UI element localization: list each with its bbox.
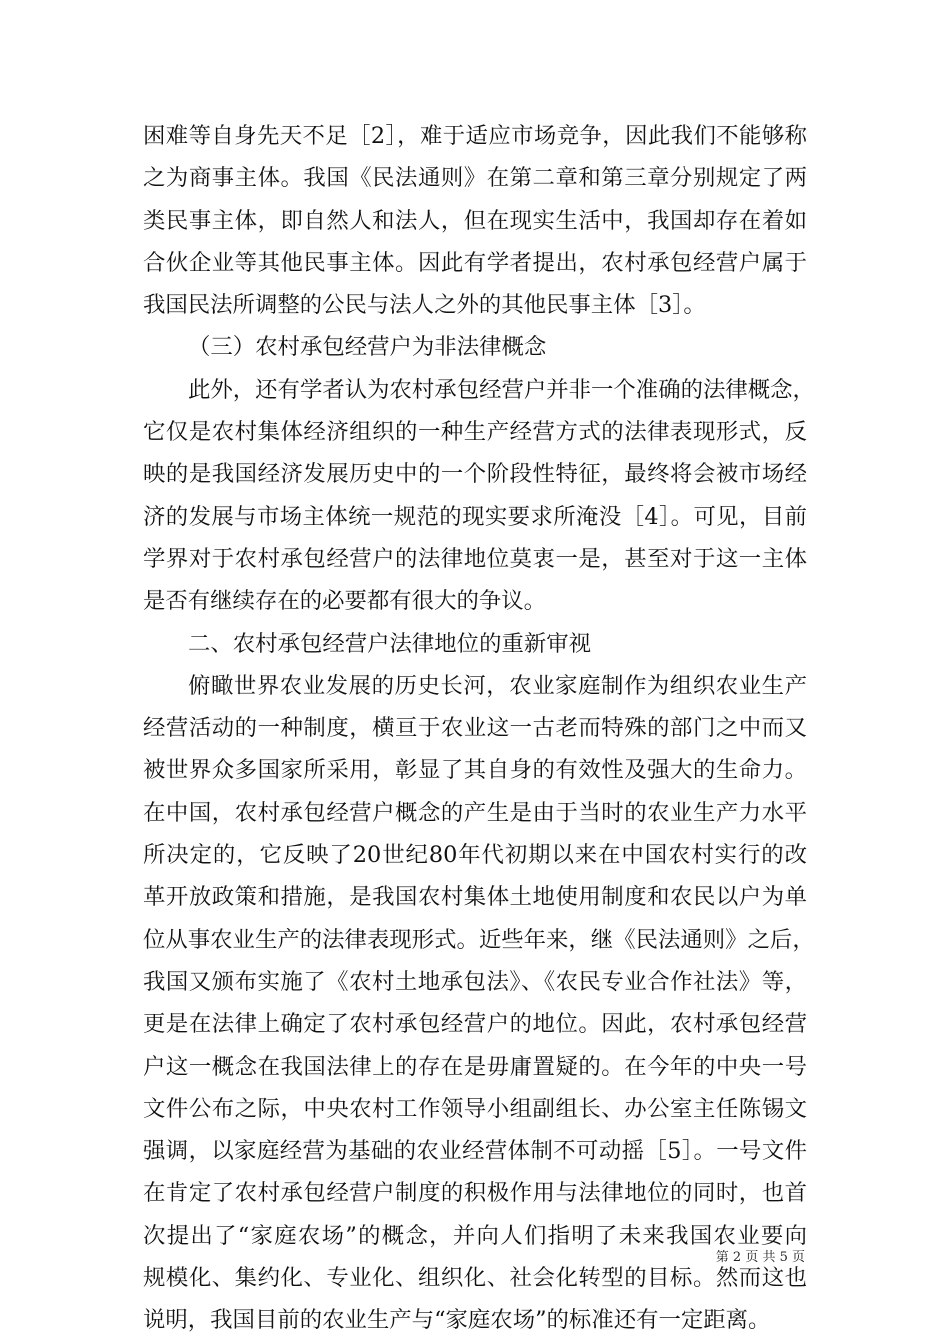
text-line: 映的是我国经济发展历史中的一个阶段性特征，最终将会被市场经 (143, 461, 807, 488)
text-line: 在中国，农村承包经营户概念的产生是由于当时的农业生产力水平 (143, 799, 807, 826)
text-line: 我国民法所调整的公民与法人之外的其他民事主体［3］。 (143, 292, 706, 319)
text-line: 规模化、集约化、专业化、组织化、社会化转型的目标。然而这也 (143, 1265, 807, 1292)
text-line: 户这一概念在我国法律上的存在是毋庸置疑的。在今年的中央一号 (143, 1053, 807, 1080)
text-line: 在肯定了农村承包经营户制度的积极作用与法律地位的同时，也首 (143, 1180, 807, 1207)
page-number-footer: 第 2 页 共 5 页 (715, 1250, 805, 1265)
text-line: 强调，以家庭经营为基础的农业经营体制不可动摇［5］。一号文件 (143, 1138, 807, 1165)
text-line: 济的发展与市场主体统一规范的现实要求所淹没［4］。可见，目前 (143, 503, 807, 530)
section-heading: （三）农村承包经营户为非法律概念 (188, 334, 547, 361)
text-line: 革开放政策和措施，是我国农村集体土地使用制度和农民以户为单 (143, 884, 807, 911)
text-line: 更是在法律上确定了农村承包经营户的地位。因此，农村承包经营 (143, 1011, 807, 1038)
text-line: 类民事主体，即自然人和法人，但在现实生活中，我国却存在着如 (143, 207, 807, 234)
text-line: 次提出了“家庭农场”的概念，并向人们指明了未来我国农业要向 (143, 1222, 807, 1249)
text-line: 被世界众多国家所采用，彰显了其自身的有效性及强大的生命力。 (143, 757, 807, 784)
text-line: 它仅是农村集体经济组织的一种生产经营方式的法律表现形式，反 (143, 419, 807, 446)
text-line: 俯瞰世界农业发展的历史长河，农业家庭制作为组织农业生产 (188, 672, 807, 699)
document-body (143, 115, 815, 1342)
text-line: 文件公布之际，中央农村工作领导小组副组长、办公室主任陈锡文 (143, 1095, 807, 1122)
section-heading: 二、农村承包经营户法律地位的重新审视 (188, 630, 592, 657)
text-line: 经营活动的一种制度，横亘于农业这一古老而特殊的部门之中而又 (143, 715, 807, 742)
text-line: 合伙企业等其他民事主体。因此有学者提出，农村承包经营户属于 (143, 249, 807, 276)
text-line: 我国又颁布实施了《农村土地承包法》、《农民专业合作社法》等， (143, 968, 807, 995)
text-line: 说明，我国目前的农业生产与“家庭农场”的标准还有一定距离。 (143, 1307, 771, 1334)
text-line: 此外，还有学者认为农村承包经营户并非一个准确的法律概念， (188, 376, 815, 403)
text-line: 之为商事主体。我国《民法通则》在第二章和第三章分别规定了两 (143, 165, 807, 192)
text-line: 位从事农业生产的法律表现形式。近些年来，继《民法通则》之后， (143, 926, 815, 953)
text-line: 所决定的，它反映了20世纪80年代初期以来在中国农村实行的改 (143, 842, 807, 869)
text-line: 学界对于农村承包经营户的法律地位莫衷一是，甚至对于这一主体 (143, 545, 807, 572)
text-line: 是否有继续存在的必要都有很大的争议。 (143, 588, 547, 615)
text-line: 困难等自身先天不足［2］，难于适应市场竞争，因此我们不能够称 (143, 123, 807, 149)
